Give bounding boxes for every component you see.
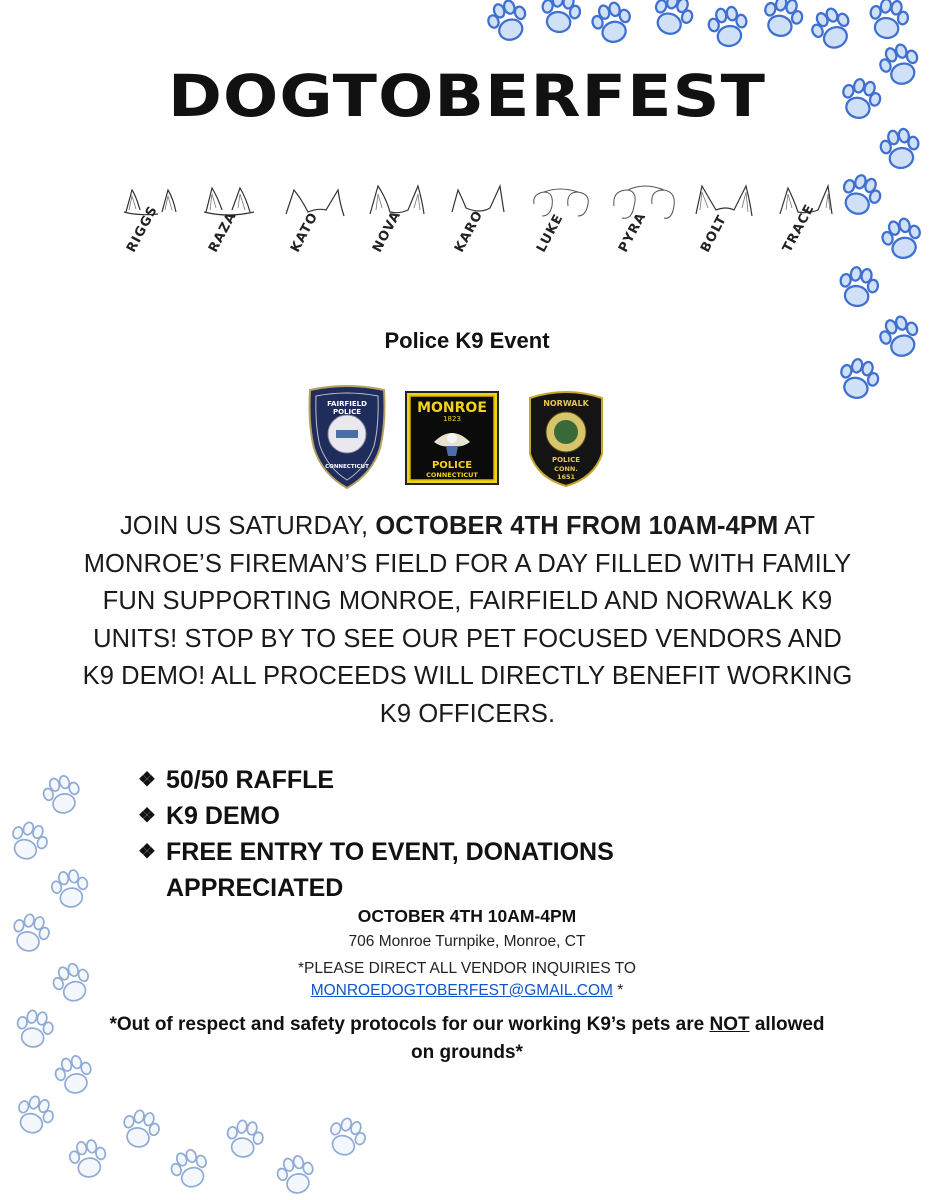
dog-name: NOVA — [370, 208, 405, 256]
paw-print-icon — [274, 1153, 318, 1197]
paw-print-icon — [760, 0, 806, 40]
dog-name: TRACE — [780, 201, 818, 256]
list-item — [138, 834, 778, 906]
diamond-bullet-icon: ❖ — [138, 769, 156, 791]
notice-text-a: *Out of respect and safety protocols for our working K9’s pets are — [109, 1014, 710, 1035]
fairfield-police-badge — [306, 384, 388, 495]
badge-text: MONROE — [417, 400, 487, 416]
paw-print-icon — [539, 0, 583, 35]
dog-ears-kato — [282, 176, 352, 306]
dog-ears-riggs — [118, 176, 188, 306]
diamond-bullet-icon: ❖ — [138, 841, 156, 863]
badge-text: NORWALK — [543, 399, 589, 408]
paw-print-icon — [224, 1118, 265, 1160]
paw-print-icon — [836, 356, 882, 403]
dog-name: PYRA — [616, 210, 650, 256]
paw-print-icon — [68, 1138, 109, 1180]
paw-print-icon — [878, 127, 922, 171]
badge-text: FAIRFIELD — [327, 400, 367, 408]
dog-ears-pyra — [610, 176, 680, 306]
list-item — [138, 762, 778, 798]
paw-print-icon — [52, 1053, 96, 1097]
dog-name: KARO — [452, 208, 487, 256]
paw-print-icon — [6, 818, 52, 864]
inquiry-suffix: * — [612, 982, 624, 999]
paw-print-icon — [484, 0, 533, 45]
dog-ears-trace — [774, 176, 844, 306]
paw-print-icon — [867, 0, 911, 41]
dog-ears-bolt — [692, 176, 762, 306]
paw-print-icon — [12, 1092, 58, 1138]
badge-text: POLICE — [431, 460, 473, 471]
paw-print-icon — [40, 773, 84, 817]
notice-text-b: allowed on grounds* — [411, 1014, 825, 1063]
list-item — [138, 798, 778, 834]
event-highlights-list — [138, 762, 778, 906]
vendor-inquiry-email-line — [0, 980, 934, 1002]
paw-print-icon — [324, 1114, 370, 1160]
dog-name: BOLT — [698, 212, 731, 256]
dog-ears-karo — [446, 176, 516, 306]
paw-print-icon — [589, 0, 635, 46]
vendor-inquiry — [0, 958, 934, 1002]
badge-text: 1651 — [556, 473, 576, 481]
dog-ears-luke — [528, 176, 598, 306]
dog-ears-raza — [200, 176, 270, 306]
event-description — [80, 508, 855, 733]
bullet-text: 50/50 RAFFLE — [166, 766, 335, 794]
vendor-inquiry-text: *PLEASE DIRECT ALL VENDOR INQUIRIES TO — [298, 960, 636, 977]
dog-name: KATO — [288, 209, 322, 256]
diamond-bullet-icon: ❖ — [138, 805, 156, 827]
badge-text: POLICE — [551, 456, 581, 464]
email-link[interactable]: MONROEDOGTOBERFEST@GMAIL.COM — [310, 982, 613, 999]
dog-name: RAZA — [206, 209, 240, 256]
paw-print-icon — [167, 1146, 213, 1192]
badge-text: POLICE — [332, 408, 362, 416]
event-date-highlight: OCTOBER 4TH FROM 10AM-4PM — [375, 512, 779, 540]
badge-text: CONN. — [554, 465, 578, 473]
paw-print-icon — [14, 1008, 55, 1050]
dog-ears-nova — [364, 176, 434, 306]
poster-title: DOGTOBERFEST — [167, 62, 767, 130]
notice-not: NOT — [709, 1014, 750, 1035]
paw-print-icon — [649, 0, 698, 40]
description-location: AT MONROE’S FIREMAN’S FIELD FOR A DAY FILLED WITH FAMILY FUN SUPPORTING MONROE, FAIRFIELD AND NORWALK K9 UNITS! — [83, 512, 852, 653]
bullet-text: FREE ENTRY TO EVENT, DONATIONS APPRECIATED — [166, 838, 614, 902]
event-address: 706 Monroe Turnpike, Monroe, CT — [348, 933, 586, 950]
description-intro: JOIN US SATURDAY, — [119, 512, 376, 540]
dog-name: LUKE — [534, 211, 567, 256]
paw-print-icon — [50, 868, 91, 910]
dog-name: RIGGS — [124, 203, 161, 256]
event-date-time: OCTOBER 4TH 10AM-4PM — [357, 906, 577, 926]
paw-print-icon — [879, 215, 925, 262]
badge-text: CONNECTICUT — [325, 464, 369, 470]
bullet-text: K9 DEMO — [166, 802, 280, 830]
badge-text: CONNECTICUT — [426, 471, 478, 479]
norwalk-police-badge — [524, 388, 608, 493]
event-subtitle: Police K9 Event — [384, 328, 550, 353]
badge-text: 1823 — [443, 415, 461, 423]
paw-print-icon — [706, 5, 750, 49]
pets-notice — [100, 1011, 834, 1067]
paw-print-icon — [807, 3, 857, 54]
monroe-police-badge — [404, 390, 500, 491]
paw-print-icon — [119, 1107, 163, 1151]
dog-ears-row — [118, 176, 838, 306]
description-vendors: STOP BY TO SEE OUR PET FOCUSED VENDORS AND K9 DEMO! ALL PROCEEDS WILL DIRECTLY BENEFIT WORKING K9 OFFICERS. — [82, 624, 853, 728]
